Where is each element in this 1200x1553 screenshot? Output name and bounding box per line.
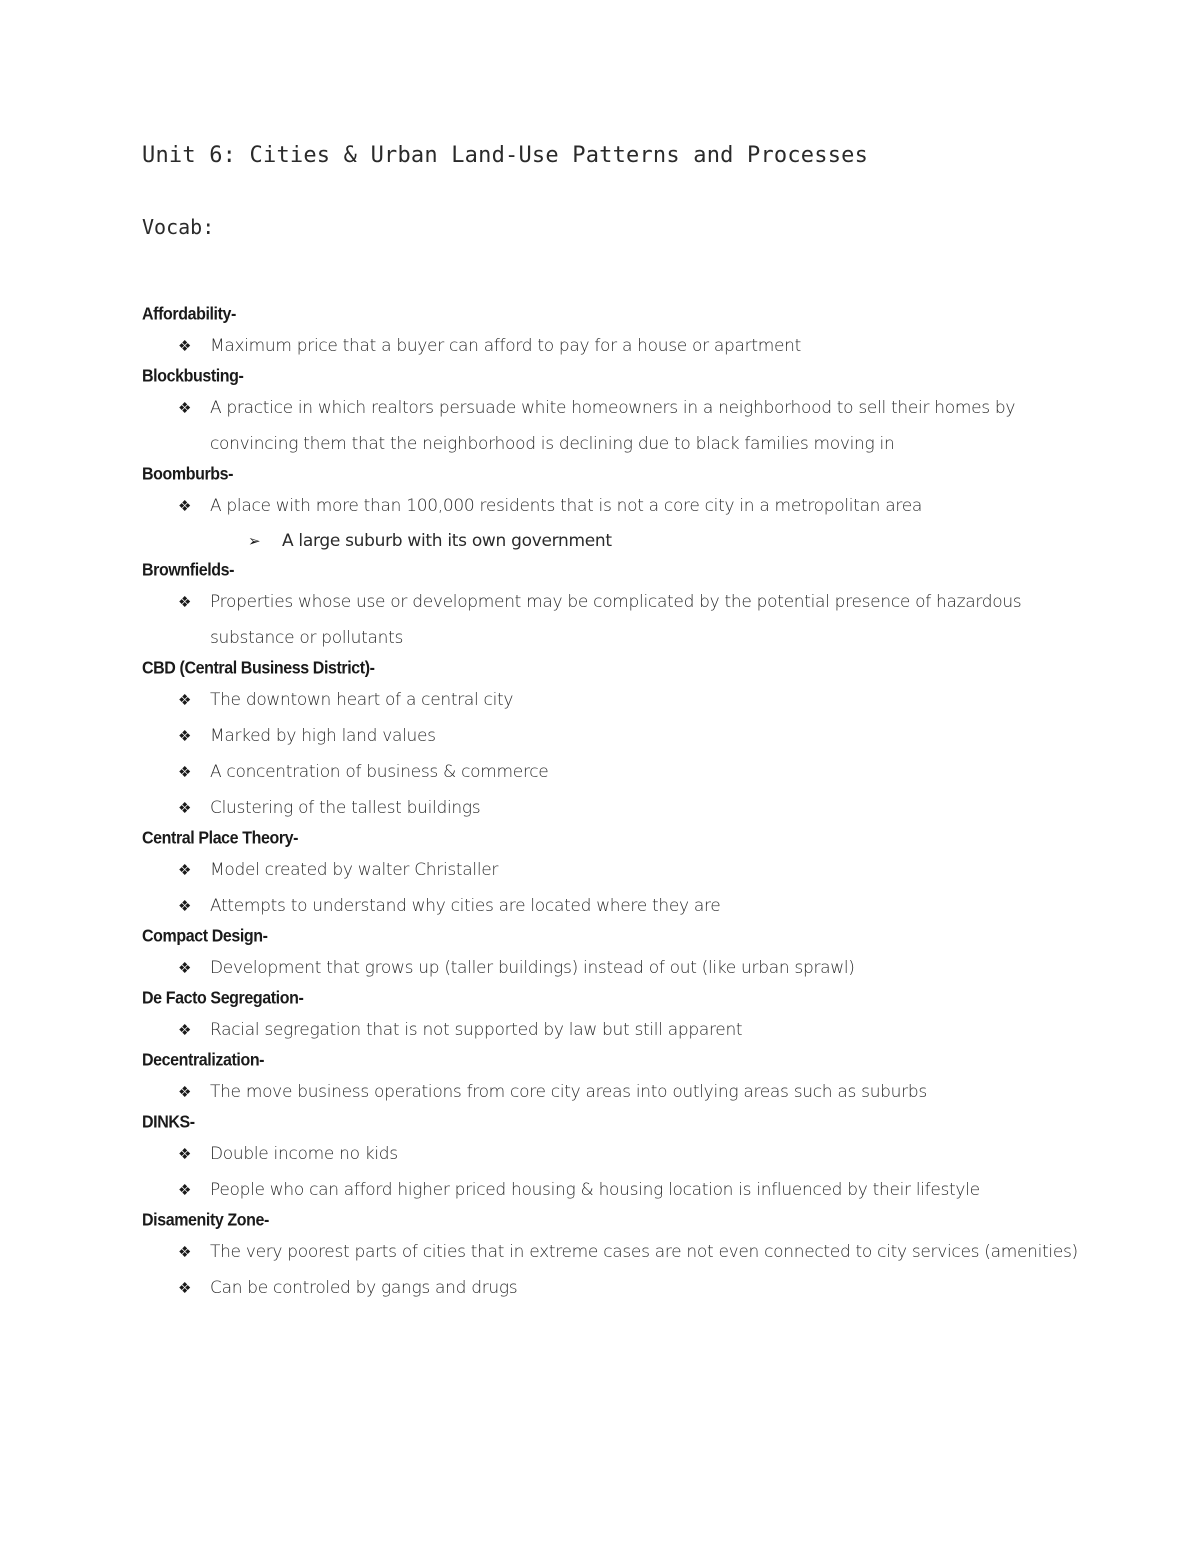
diamond-bullet-icon: ❖ <box>178 1279 192 1297</box>
definition-text: Double income no kids <box>210 1144 398 1164</box>
definition-text: Can be controled by gangs and drugs <box>210 1278 518 1298</box>
definition-bullet <box>142 488 1082 524</box>
definition-bullet <box>142 1234 1082 1270</box>
sub-definition-bullet <box>142 524 1082 558</box>
term-heading: Affordability- <box>142 305 236 324</box>
diamond-bullet-icon: ❖ <box>178 799 192 817</box>
definition-bullet <box>142 790 1082 826</box>
term-heading: Decentralization- <box>142 1051 265 1070</box>
term-heading: Brownfields- <box>142 561 235 580</box>
definition-text: Clustering of the tallest buildings <box>210 798 481 818</box>
term-heading: DINKS- <box>142 1113 195 1132</box>
diamond-bullet-icon: ❖ <box>178 727 192 745</box>
term-heading: Compact Design- <box>142 927 268 946</box>
definition-text: Model created by walter Christaller <box>210 860 499 880</box>
definition-bullet <box>142 328 1082 364</box>
definition-text: Racial segregation that is not supported by law but still apparent <box>210 1020 743 1040</box>
definition-bullet <box>142 584 1082 656</box>
definition-bullet <box>142 1270 1082 1306</box>
diamond-bullet-icon: ❖ <box>178 897 192 915</box>
definition-text: Marked by high land values <box>210 726 436 746</box>
definition-bullet <box>142 754 1082 790</box>
diamond-bullet-icon: ❖ <box>178 691 192 709</box>
definition-text: Development that grows up (taller buildings) instead of out (like urban sprawl) <box>210 958 855 978</box>
vocab-list <box>142 302 1082 1306</box>
definition-text: The very poorest parts of cities that in extreme cases are not even connected to city services (amenities) <box>210 1242 1078 1262</box>
definition-bullet <box>142 950 1082 986</box>
diamond-bullet-icon: ❖ <box>178 1021 192 1039</box>
sub-definition-text: A large suburb with its own government <box>282 531 612 551</box>
definition-text: Maximum price that a buyer can afford to pay for a house or apartment <box>210 336 801 356</box>
term-heading: Boomburbs- <box>142 465 234 484</box>
definition-bullet <box>142 888 1082 924</box>
definition-text: Properties whose use or development may be complicated by the potential presence of hazardous substance or pollutants <box>210 592 1022 648</box>
definition-text: A concentration of business & commerce <box>210 762 549 782</box>
definition-text: The downtown heart of a central city <box>210 690 514 710</box>
diamond-bullet-icon: ❖ <box>178 959 192 977</box>
diamond-bullet-icon: ❖ <box>178 861 192 879</box>
definition-text: A practice in which realtors persuade white homeowners in a neighborhood to sell their homes by convincing them that the neighborhood is declining due to black families moving in <box>210 398 1016 454</box>
definition-bullet <box>142 718 1082 754</box>
definition-bullet <box>142 1172 1082 1208</box>
term-heading: CBD (Central Business District)- <box>142 659 375 678</box>
diamond-bullet-icon: ❖ <box>178 1181 192 1199</box>
term-heading: Blockbusting- <box>142 367 244 386</box>
definition-bullet <box>142 852 1082 888</box>
definition-bullet <box>142 1012 1082 1048</box>
diamond-bullet-icon: ❖ <box>178 337 192 355</box>
term-heading: De Facto Segregation- <box>142 989 304 1008</box>
page-title: Unit 6: Cities & Urban Land-Use Patterns and Processes <box>142 143 869 168</box>
diamond-bullet-icon: ❖ <box>178 497 192 515</box>
diamond-bullet-icon: ❖ <box>178 1083 192 1101</box>
diamond-bullet-icon: ❖ <box>178 593 192 611</box>
definition-text: People who can afford higher priced housing & housing location is influenced by their lifestyle <box>210 1180 980 1200</box>
diamond-bullet-icon: ❖ <box>178 763 192 781</box>
term-heading: Central Place Theory- <box>142 829 299 848</box>
definition-text: The move business operations from core city areas into outlying areas such as suburbs <box>210 1082 927 1102</box>
term-heading: Disamenity Zone- <box>142 1211 269 1230</box>
definition-bullet <box>142 1136 1082 1172</box>
definition-text: Attempts to understand why cities are located where they are <box>210 896 721 916</box>
definition-bullet <box>142 1074 1082 1110</box>
diamond-bullet-icon: ❖ <box>178 1145 192 1163</box>
arrow-bullet-icon: ➢ <box>248 532 261 550</box>
definition-bullet <box>142 682 1082 718</box>
definition-bullet <box>142 390 1082 462</box>
definition-text: A place with more than 100,000 residents that is not a core city in a metropolitan area <box>210 496 922 516</box>
diamond-bullet-icon: ❖ <box>178 1243 192 1261</box>
vocab-label: Vocab: <box>142 215 215 239</box>
diamond-bullet-icon: ❖ <box>178 399 192 417</box>
